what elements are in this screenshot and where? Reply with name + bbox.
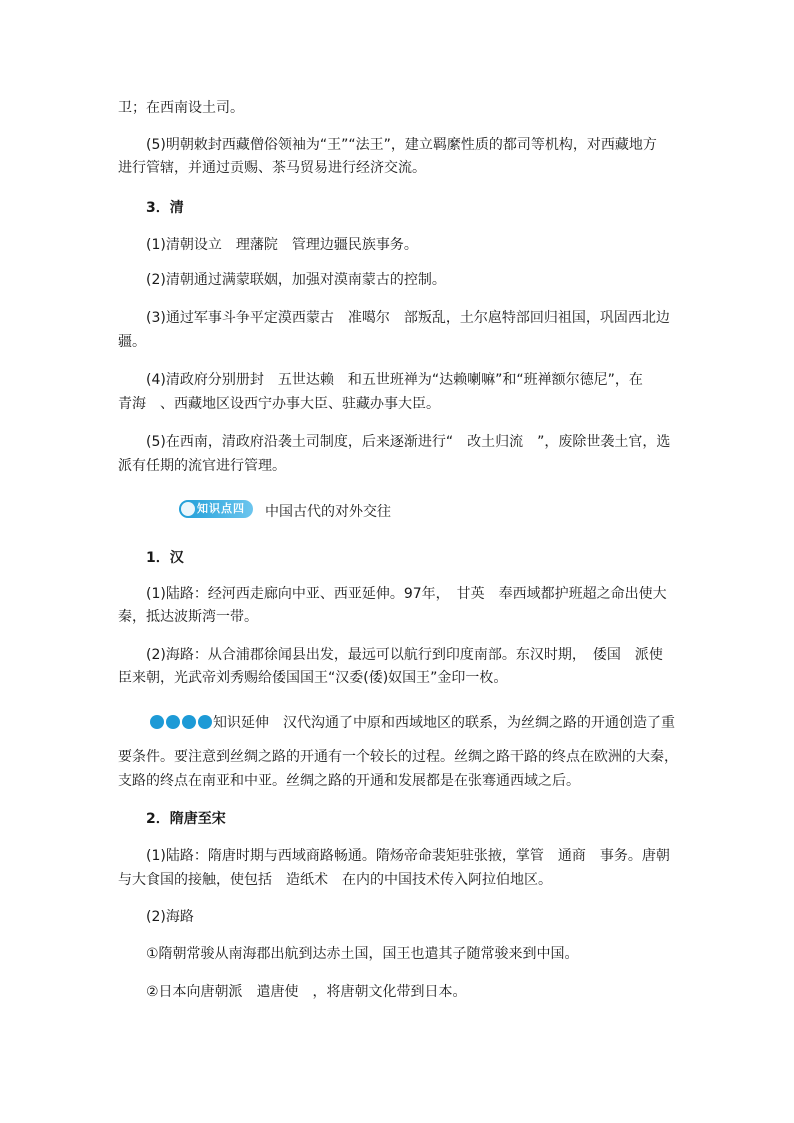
text-line: 要条件。要注意到丝绸之路的开通有一个较长的过程。丝绸之路干路的终点在欧洲的大秦， (118, 749, 678, 765)
subsection-heading: 2．隋唐至宋 (146, 811, 226, 827)
text-line: (5)在西南，清政府沿袭土司制度，后来逐渐进行“ 改土归流 ”，废除世袭土官，选 (146, 434, 671, 450)
text-line: (1)陆路：隋唐时期与西域商路畅通。隋炀帝命裴矩驻张掖，掌管 通商 事务。唐朝 (146, 848, 670, 864)
section-title: 中国古代的对外交往 (265, 504, 391, 520)
text-line: 支路的终点在南亚和中亚。丝绸之路的开通和发展都是在张骞通西域之后。 (118, 773, 580, 789)
extension-label: 知识延伸 (213, 715, 269, 731)
text-line: 进行管辖，并通过贡赐、茶马贸易进行经济交流。 (118, 160, 426, 176)
text-line: 汉代沟通了中原和西域地区的联系，为丝绸之路的开通创造了重 (269, 715, 675, 731)
subsection-heading: 1．汉 (146, 550, 184, 566)
text-line: (2)清朝通过满蒙联姻，加强对漠南蒙古的控制。 (146, 272, 446, 288)
text-line: (4)清政府分别册封 五世达赖 和五世班禅为“达赖喇嘛”和“班禅额尔德尼”，在 (146, 372, 643, 388)
knowledge-point-badge (179, 500, 253, 518)
text-line: ②日本向唐朝派 遣唐使 ，将唐朝文化带到日本。 (146, 984, 467, 1000)
text-line: ①隋朝常骏从南海郡出航到达赤土国，国王也遣其子随常骏来到中国。 (146, 946, 579, 962)
text-line: (1)清朝设立 理藩院 管理边疆民族事务。 (146, 237, 418, 253)
knowledge-extension-dots-icon (150, 715, 212, 729)
badge-label: 知识点四 (197, 502, 245, 515)
text-line: 秦，抵达波斯湾一带。 (118, 609, 258, 625)
badge-circle-icon (181, 502, 195, 516)
text-line: 青海 、西藏地区设西宁办事大臣、驻藏办事大臣。 (118, 396, 440, 412)
text-line: (2)海路：从合浦郡徐闻县出发，最远可以航行到印度南部。东汉时期， 倭国 派使 (146, 647, 663, 663)
text-line: 臣来朝，光武帝刘秀赐给倭国国王“汉委(倭)奴国王”金印一枚。 (118, 670, 508, 686)
text-line: 卫；在西南设土司。 (118, 100, 244, 116)
text-line: 派有任期的流官进行管理。 (118, 458, 286, 474)
text-line: 与大食国的接触，使包括 造纸术 在内的中国技术传入阿拉伯地区。 (118, 872, 552, 888)
text-line: (5)明朝敕封西藏僧俗领袖为“王”“法王”，建立羁縻性质的都司等机构，对西藏地方 (146, 137, 657, 153)
subsection-heading: 3．清 (146, 200, 184, 216)
text-line: (2)海路 (146, 909, 194, 925)
text-line: (1)陆路：经河西走廊向中亚、西亚延伸。97年， 甘英 奉西域都护班超之命出使大 (146, 586, 667, 602)
text-line: 疆。 (118, 334, 146, 350)
text-line: (3)通过军事斗争平定漠西蒙古 准噶尔 部叛乱，土尔扈特部回归祖国，巩固西北边 (146, 310, 670, 326)
